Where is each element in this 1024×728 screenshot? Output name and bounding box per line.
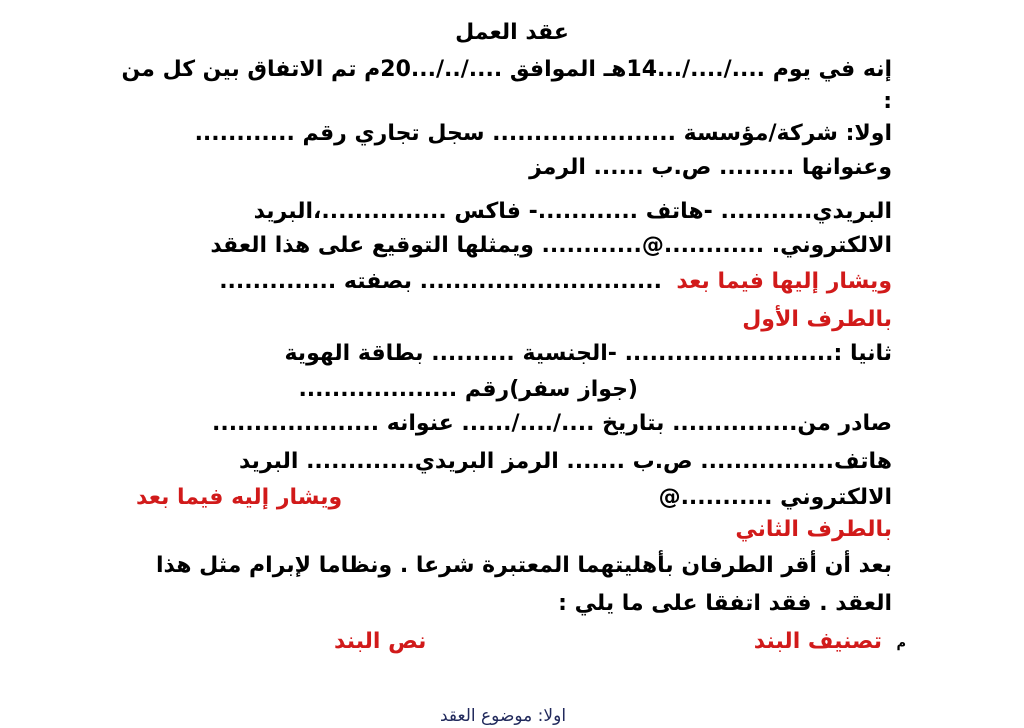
first-party-phone-line: البريدي........... -هاتف ............- فاكس ...............،البريد	[253, 199, 892, 224]
clause-number-header: م	[896, 636, 906, 651]
second-party-email-line: الالكتروني ...........@	[658, 485, 892, 510]
first-party-reference	[676, 266, 892, 298]
first-party-reference-text: ويشار إليها فيما بعد	[676, 269, 892, 294]
document-title: عقد العمل	[455, 20, 569, 45]
second-party-label: بالطرف الثاني	[735, 517, 892, 542]
intro-line: إنه في يوم ..../..../...14هـ الموافق ..../../...20م تم الاتفاق بين كل من	[121, 57, 892, 82]
second-party-reference: ويشار إليه فيما بعد	[136, 485, 343, 510]
first-party-email-line: الالكتروني. ............@............ ويمثلها التوقيع على هذا العقد	[210, 233, 892, 258]
second-party-passport-line: (جواز سفر)رقم ...................	[298, 377, 638, 402]
first-party-label: بالطرف الأول	[742, 307, 892, 332]
intro-colon: :	[883, 89, 892, 114]
first-party-company-line: اولا: شركة/مؤسسة ...................... سجل تجاري رقم ............	[194, 121, 892, 146]
clause-category-header: تصنيف البند	[753, 629, 882, 654]
agreement-line-2: العقد . فقد اتفقا على ما يلي :	[558, 591, 892, 616]
first-party-address-line: وعنوانها ......... ص.ب ...... الرمز	[529, 155, 892, 180]
clause-text-header: نص البند	[334, 629, 427, 654]
first-party-capacity-line: ............................. بصفته ..............	[219, 269, 662, 294]
second-party-phone-line: هاتف................ ص.ب ....... الرمز البريدي............. البريد	[238, 449, 892, 474]
second-party-nationality-line: ثانيا :......................... -الجنسية .......... بطاقة الهوية	[284, 341, 892, 366]
second-party-issued-line: صادر من............... بتاريخ ..../..../...... عنوانه ....................	[211, 411, 892, 436]
agreement-line-1: بعد أن أقر الطرفان بأهليتهما المعتبرة شرعا . ونظاما لإبرام مثل هذا	[155, 553, 892, 578]
next-section-heading: اولا: موضوع العقد	[440, 706, 567, 726]
